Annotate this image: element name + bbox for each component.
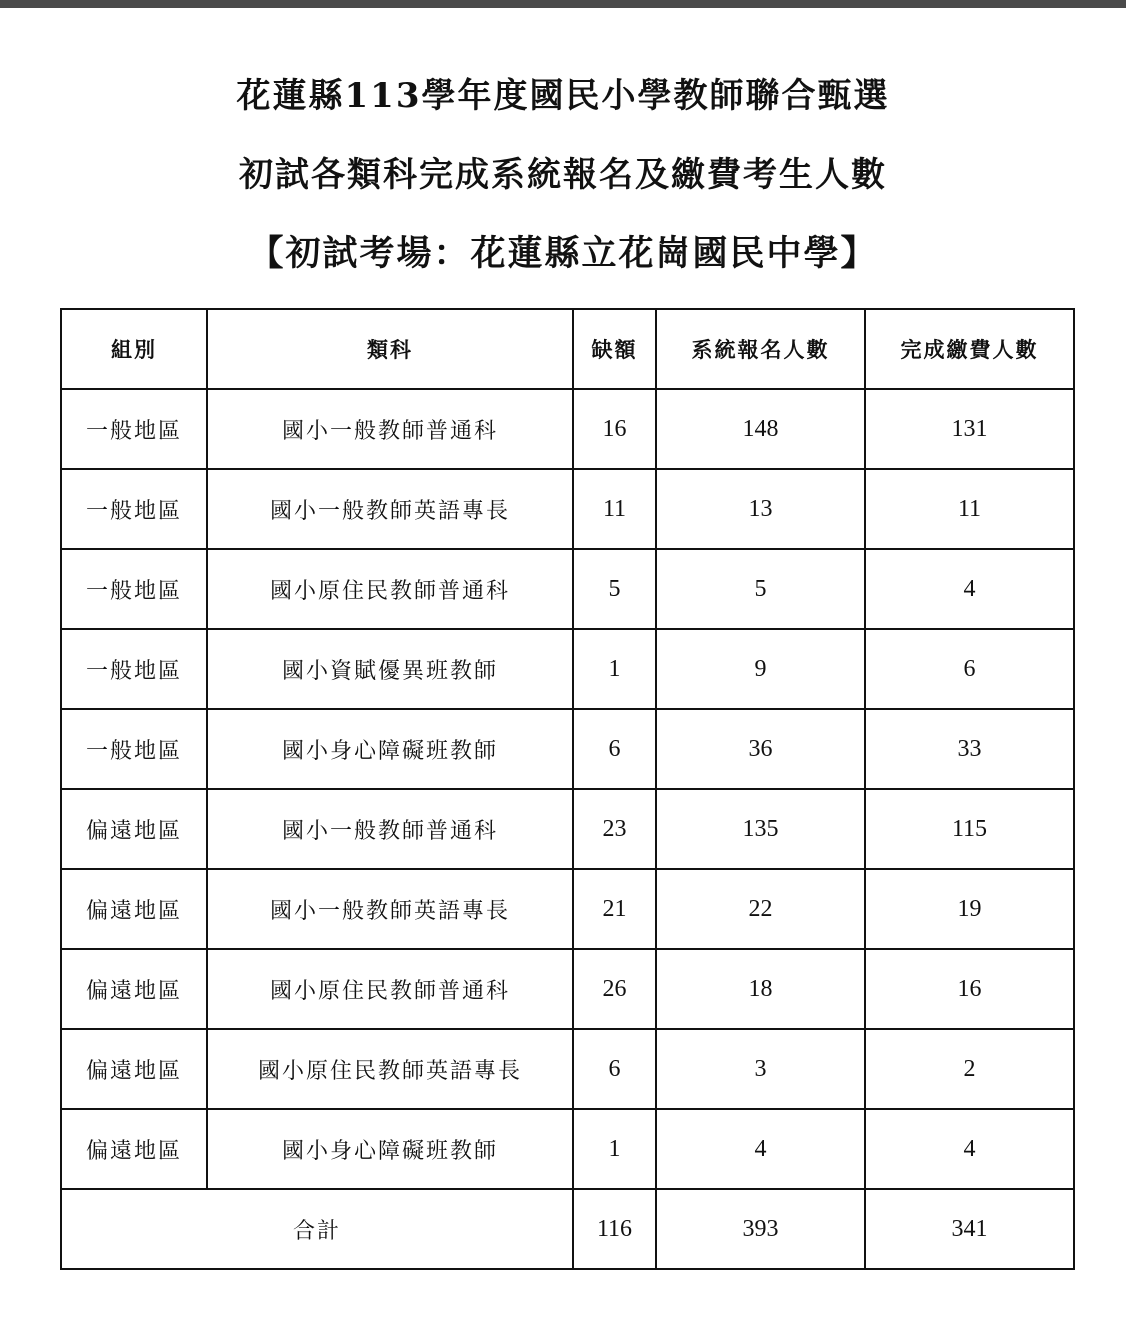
cell-paid: 6 xyxy=(865,629,1074,709)
table-row xyxy=(61,469,1074,549)
cell-registered: 13 xyxy=(656,469,865,549)
cell-subject: 國小身心障礙班教師 xyxy=(207,1109,573,1189)
table-row xyxy=(61,869,1074,949)
document-title: 花蓮縣113學年度國民小學教師聯合甄選 xyxy=(236,76,890,116)
cell-group: 偏遠地區 xyxy=(61,1109,207,1189)
cell-paid: 4 xyxy=(865,1109,1074,1189)
table-row xyxy=(61,949,1074,1029)
cell-subject: 國小資賦優異班教師 xyxy=(207,629,573,709)
cell-subject: 國小一般教師普通科 xyxy=(207,789,573,869)
cell-registered: 148 xyxy=(656,389,865,469)
header-paid: 完成繳費人數 xyxy=(865,309,1074,389)
cell-subject: 國小原住民教師普通科 xyxy=(207,949,573,1029)
cell-vacancies: 26 xyxy=(573,949,656,1029)
cell-registered: 22 xyxy=(656,869,865,949)
cell-paid: 131 xyxy=(865,389,1074,469)
header-group: 組別 xyxy=(61,309,207,389)
cell-subject: 國小原住民教師普通科 xyxy=(207,549,573,629)
table-row xyxy=(61,1029,1074,1109)
cell-group: 偏遠地區 xyxy=(61,949,207,1029)
cell-vacancies: 23 xyxy=(573,789,656,869)
cell-vacancies: 21 xyxy=(573,869,656,949)
cell-registered: 36 xyxy=(656,709,865,789)
cell-subject: 國小一般教師英語專長 xyxy=(207,469,573,549)
document-subtitle: 初試各類科完成系統報名及繳費考生人數 xyxy=(239,155,887,195)
cell-group: 一般地區 xyxy=(61,709,207,789)
cell-group: 偏遠地區 xyxy=(61,789,207,869)
cell-paid: 16 xyxy=(865,949,1074,1029)
cell-registered: 18 xyxy=(656,949,865,1029)
table-row xyxy=(61,389,1074,469)
cell-vacancies: 11 xyxy=(573,469,656,549)
cell-vacancies: 16 xyxy=(573,389,656,469)
cell-paid: 33 xyxy=(865,709,1074,789)
total-paid: 341 xyxy=(865,1189,1074,1269)
total-registered: 393 xyxy=(656,1189,865,1269)
table-header-row xyxy=(61,309,1074,389)
cell-registered: 135 xyxy=(656,789,865,869)
exam-venue-title: 【初試考場：花蓮縣立花崗國民中學】 xyxy=(248,233,878,274)
cell-subject: 國小一般教師英語專長 xyxy=(207,869,573,949)
cell-vacancies: 5 xyxy=(573,549,656,629)
table-row xyxy=(61,549,1074,629)
table-row xyxy=(61,789,1074,869)
cell-paid: 11 xyxy=(865,469,1074,549)
cell-registered: 4 xyxy=(656,1109,865,1189)
cell-paid: 19 xyxy=(865,869,1074,949)
table-row xyxy=(61,709,1074,789)
cell-group: 一般地區 xyxy=(61,549,207,629)
table-row xyxy=(61,1109,1074,1189)
cell-registered: 5 xyxy=(656,549,865,629)
cell-registered: 9 xyxy=(656,629,865,709)
cell-vacancies: 1 xyxy=(573,1109,656,1189)
cell-group: 偏遠地區 xyxy=(61,869,207,949)
cell-vacancies: 6 xyxy=(573,709,656,789)
table-row xyxy=(61,629,1074,709)
total-label: 合計 xyxy=(61,1189,573,1269)
header-subject: 類科 xyxy=(207,309,573,389)
cell-paid: 4 xyxy=(865,549,1074,629)
cell-group: 偏遠地區 xyxy=(61,1029,207,1109)
cell-paid: 115 xyxy=(865,789,1074,869)
cell-vacancies: 6 xyxy=(573,1029,656,1109)
cell-subject: 國小原住民教師英語專長 xyxy=(207,1029,573,1109)
cell-vacancies: 1 xyxy=(573,629,656,709)
header-vacancies: 缺額 xyxy=(573,309,656,389)
cell-paid: 2 xyxy=(865,1029,1074,1109)
total-vacancies: 116 xyxy=(573,1189,656,1269)
cell-group: 一般地區 xyxy=(61,629,207,709)
header-registered: 系統報名人數 xyxy=(656,309,865,389)
table-total-row xyxy=(61,1189,1074,1269)
cell-subject: 國小一般教師普通科 xyxy=(207,389,573,469)
registration-table xyxy=(60,308,1075,1270)
top-bar xyxy=(0,0,1126,8)
cell-group: 一般地區 xyxy=(61,469,207,549)
cell-registered: 3 xyxy=(656,1029,865,1109)
cell-subject: 國小身心障礙班教師 xyxy=(207,709,573,789)
cell-group: 一般地區 xyxy=(61,389,207,469)
